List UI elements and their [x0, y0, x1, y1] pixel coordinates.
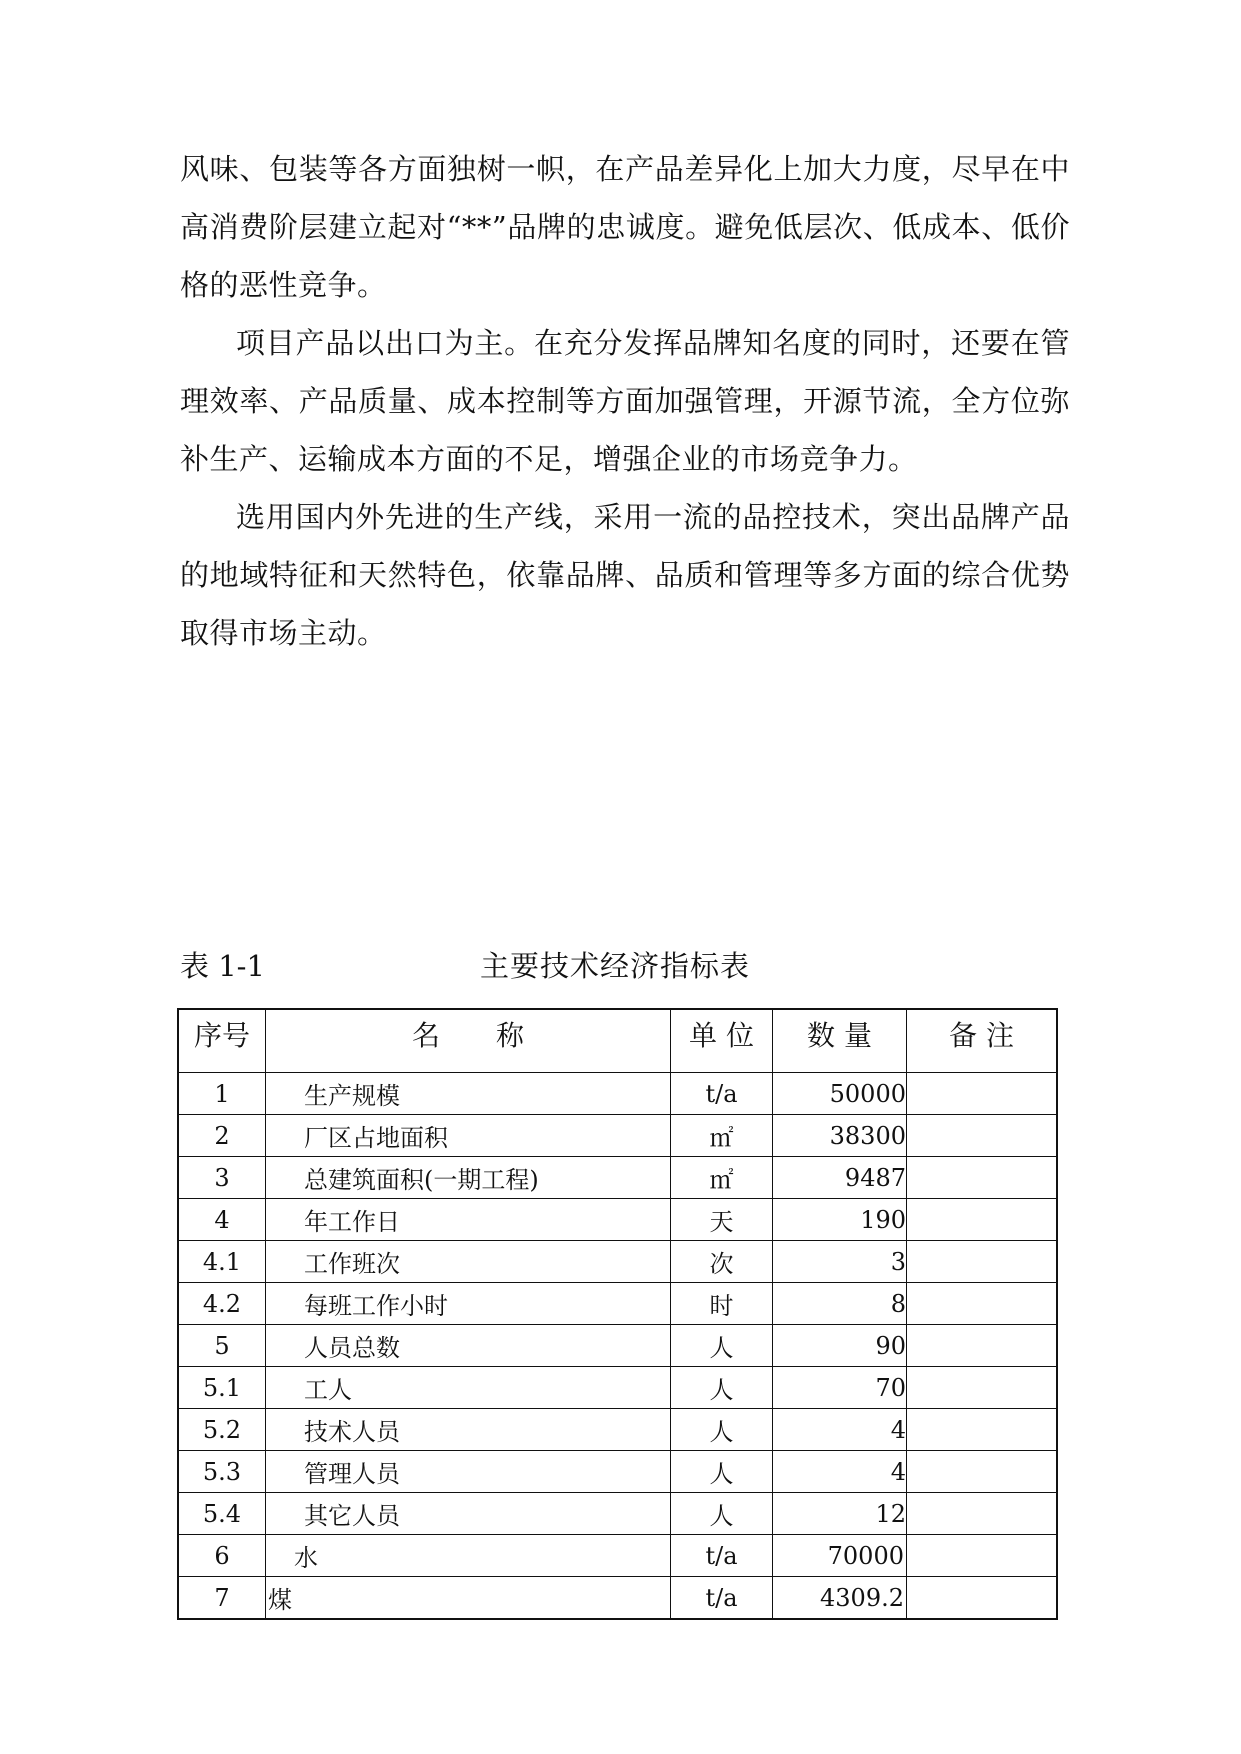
table-number: 表 1-1: [180, 949, 265, 983]
row-no: 2: [178, 1115, 266, 1157]
row-qty: 9487: [773, 1157, 907, 1199]
header-unit: 单 位: [671, 1009, 773, 1073]
row-note: [907, 1157, 1058, 1199]
row-qty: 4: [773, 1451, 907, 1493]
row-unit: ㎡: [671, 1157, 773, 1199]
header-qty: 数 量: [773, 1009, 907, 1073]
row-note: [907, 1073, 1058, 1115]
row-unit: 人: [671, 1493, 773, 1535]
row-unit: 次: [671, 1241, 773, 1283]
row-note: [907, 1367, 1058, 1409]
table-row: [178, 1451, 1057, 1493]
table-title: 主要技术经济指标表: [480, 949, 751, 983]
row-qty: 12: [773, 1493, 907, 1535]
row-no: 3: [178, 1157, 266, 1199]
row-no: 5.3: [178, 1451, 266, 1493]
row-no: 1: [178, 1073, 266, 1115]
table-row: [178, 1073, 1057, 1115]
row-name: 技术人员: [304, 1418, 400, 1446]
table-row: [178, 1115, 1057, 1157]
row-name: 生产规模: [304, 1082, 400, 1110]
row-qty: 50000: [773, 1073, 907, 1115]
row-no: 7: [178, 1577, 266, 1620]
row-name: 工人: [304, 1376, 352, 1404]
table-row: [178, 1157, 1057, 1199]
row-no: 4.1: [178, 1241, 266, 1283]
row-name: 水: [294, 1544, 318, 1572]
row-qty: 190: [773, 1199, 907, 1241]
table-header-row: [178, 1009, 1057, 1073]
row-qty: 3: [773, 1241, 907, 1283]
row-note: [907, 1577, 1058, 1620]
table-row: [178, 1493, 1057, 1535]
row-note: [907, 1493, 1058, 1535]
row-note: [907, 1199, 1058, 1241]
row-qty: 4309.2: [773, 1577, 907, 1620]
row-unit: 人: [671, 1325, 773, 1367]
row-qty: 38300: [773, 1115, 907, 1157]
header-name: 名 称: [266, 1009, 671, 1073]
row-name: 每班工作小时: [304, 1292, 448, 1320]
table-row: [178, 1535, 1057, 1577]
row-note: [907, 1451, 1058, 1493]
row-no: 6: [178, 1535, 266, 1577]
row-name: 管理人员: [304, 1460, 400, 1488]
paragraph-2: 项目产品以出口为主。在充分发挥品牌知名度的同时，还要在管理效率、产品质量、成本控制等方面加强管理，开源节流，全方位弥补生产、运输成本方面的不足，增强企业的市场竞争力。: [180, 326, 1070, 476]
row-qty: 8: [773, 1283, 907, 1325]
table-row: [178, 1241, 1057, 1283]
row-note: [907, 1115, 1058, 1157]
row-unit: t/a: [671, 1577, 773, 1620]
row-unit: 天: [671, 1199, 773, 1241]
tech-econ-table: [177, 1008, 1058, 1620]
row-no: 5.1: [178, 1367, 266, 1409]
table-row: [178, 1283, 1057, 1325]
table-row: [178, 1199, 1057, 1241]
paragraph-3: 选用国内外先进的生产线，采用一流的品控技术，突出品牌产品的地域特征和天然特色，依靠品牌、品质和管理等多方面的综合优势取得市场主动。: [180, 500, 1070, 650]
row-no: 5: [178, 1325, 266, 1367]
header-note: 备 注: [907, 1009, 1058, 1073]
row-qty: 70000: [773, 1535, 907, 1577]
body-text: [180, 140, 1070, 662]
row-unit: 人: [671, 1451, 773, 1493]
row-name: 其它人员: [304, 1502, 400, 1530]
row-name: 工作班次: [304, 1250, 400, 1278]
row-unit: 人: [671, 1409, 773, 1451]
row-qty: 90: [773, 1325, 907, 1367]
row-note: [907, 1283, 1058, 1325]
row-note: [907, 1409, 1058, 1451]
row-unit: t/a: [671, 1073, 773, 1115]
row-note: [907, 1325, 1058, 1367]
table-row: [178, 1367, 1057, 1409]
row-note: [907, 1241, 1058, 1283]
header-no: 序号: [178, 1009, 266, 1073]
row-name: 人员总数: [304, 1334, 400, 1362]
row-unit: 人: [671, 1367, 773, 1409]
table-row: [178, 1577, 1057, 1620]
table-row: [178, 1325, 1057, 1367]
row-unit: ㎡: [671, 1115, 773, 1157]
row-unit: t/a: [671, 1535, 773, 1577]
row-no: 4.2: [178, 1283, 266, 1325]
row-note: [907, 1535, 1058, 1577]
row-qty: 4: [773, 1409, 907, 1451]
paragraph-1: 风味、包装等各方面独树一帜，在产品差异化上加大力度，尽早在中高消费阶层建立起对“**”品牌的忠诚度。避免低层次、低成本、低价格的恶性竞争。: [180, 152, 1070, 302]
row-no: 5.2: [178, 1409, 266, 1451]
row-name: 年工作日: [304, 1208, 400, 1236]
row-no: 4: [178, 1199, 266, 1241]
table-row: [178, 1409, 1057, 1451]
row-name: 煤: [268, 1586, 292, 1614]
row-no: 5.4: [178, 1493, 266, 1535]
row-unit: 时: [671, 1283, 773, 1325]
row-qty: 70: [773, 1367, 907, 1409]
row-name: 总建筑面积(一期工程): [304, 1166, 539, 1194]
row-name: 厂区占地面积: [304, 1124, 448, 1152]
